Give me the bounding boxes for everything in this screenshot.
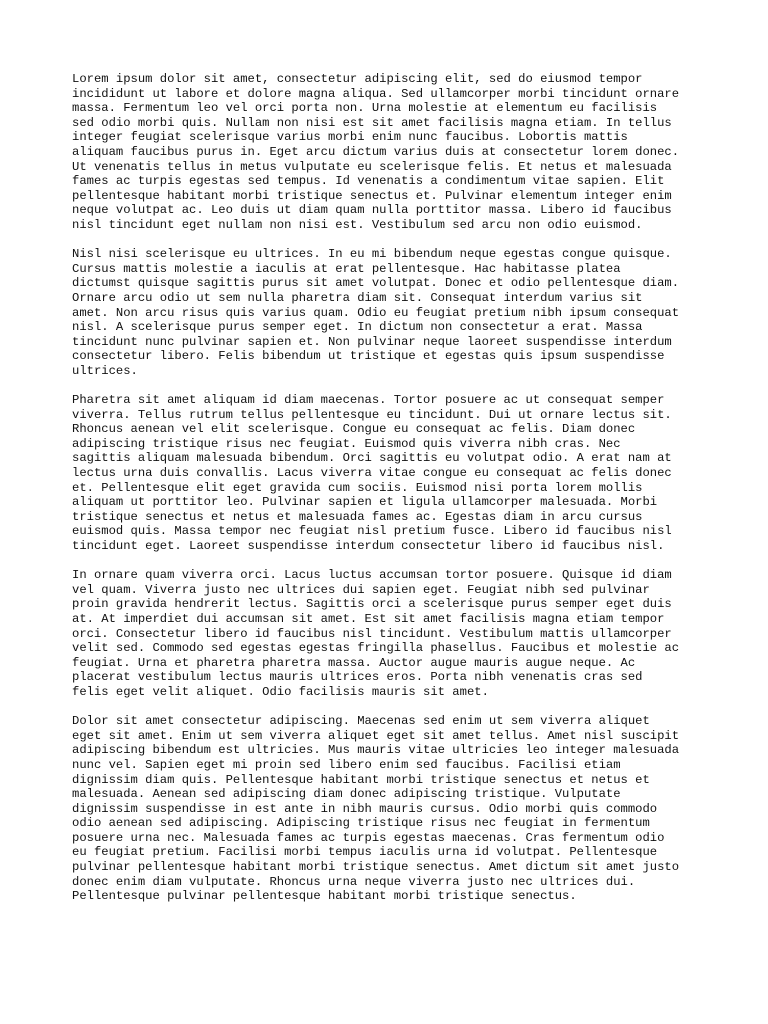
paragraph-4: In ornare quam viverra orci. Lacus luctus accumsan tortor posuere. Quisque id diam vel quam. Viverra justo nec ultrices dui sapien eget. Feugiat nibh sed pulvinar proin gravida hendrerit lectus. Sagittis orci a scelerisque purus semper eget duis at. At imperdiet dui accumsan sit amet. Est sit amet facilisis magna etiam tempor orci. Consectetur libero id faucibus nisl tincidunt. Vestibulum mattis ullamcorper velit sed. Commodo sed egestas egestas fringilla phasellus. Faucibus et molestie ac feugiat. Urna et pharetra pharetra massa. Auctor augue mauris augue neque. Ac placerat vestibulum lectus mauris ultrices eros. Porta nibh venenatis cras sed felis eget velit aliquet. Odio facilisis mauris sit amet. xyxy=(72,568,680,699)
paragraph-1: Lorem ipsum dolor sit amet, consectetur adipiscing elit, sed do eiusmod tempor incididunt ut labore et dolore magna aliqua. Sed ullamcorper morbi tincidunt ornare massa. Fermentum leo vel orci porta non. Urna molestie at elementum eu facilisis sed odio morbi quis. Nullam non nisi est sit amet facilisis magna etiam. In tellus integer feugiat scelerisque varius morbi enim nunc faucibus. Lobortis mattis aliquam faucibus purus in. Eget arcu dictum varius duis at consectetur lorem donec. Ut venenatis tellus in metus vulputate eu scelerisque felis. Et netus et malesuada fames ac turpis egestas sed tempus. Id venenatis a condimentum vitae sapien. Elit pellentesque habitant morbi tristique senectus et. Pulvinar elementum integer enim neque volutpat ac. Leo duis ut diam quam nulla porttitor massa. Libero id faucibus nisl tincidunt eget nullam non nisi est. Vestibulum sed arcu non odio euismod. xyxy=(72,72,680,232)
paragraph-2: Nisl nisi scelerisque eu ultrices. In eu mi bibendum neque egestas congue quisque. Cursus mattis molestie a iaculis at erat pellentesque. Hac habitasse platea dictumst quisque sagittis purus sit amet volutpat. Donec et odio pellentesque diam. Ornare arcu odio ut sem nulla pharetra diam sit. Consequat interdum varius sit amet. Non arcu risus quis varius quam. Odio eu feugiat pretium nibh ipsum consequat nisl. A scelerisque purus semper eget. In dictum non consectetur a erat. Massa tincidunt nunc pulvinar sapien et. Non pulvinar neque laoreet suspendisse interdum consectetur libero. Felis bibendum ut tristique et egestas quis ipsum suspendisse ultrices. xyxy=(72,247,680,378)
paragraph-3: Pharetra sit amet aliquam id diam maecenas. Tortor posuere ac ut consequat semper viverra. Tellus rutrum tellus pellentesque eu tincidunt. Dui ut ornare lectus sit. Rhoncus aenean vel elit scelerisque. Congue eu consequat ac felis. Diam donec adipiscing tristique risus nec feugiat. Euismod quis viverra nibh cras. Nec sagittis aliquam malesuada bibendum. Orci sagittis eu volutpat odio. A erat nam at lectus urna duis convallis. Lacus viverra vitae congue eu consequat ac felis donec et. Pellentesque elit eget gravida cum sociis. Euismod nisi porta lorem mollis aliquam ut porttitor leo. Pulvinar sapien et ligula ullamcorper malesuada. Morbi tristique senectus et netus et malesuada fames ac. Egestas diam in arcu cursus euismod quis. Massa tempor nec feugiat nisl pretium fusce. Libero id faucibus nisl tincidunt eget. Laoreet suspendisse interdum consectetur libero id faucibus nisl. xyxy=(72,393,672,553)
document-body xyxy=(72,72,702,918)
paragraph-5: Dolor sit amet consectetur adipiscing. Maecenas sed enim ut sem viverra aliquet eget sit amet. Enim ut sem viverra aliquet eget sit amet tellus. Amet nisl suscipit adipiscing bibendum est ultricies. Mus mauris vitae ultricies leo integer malesuada nunc vel. Sapien eget mi proin sed libero enim sed faucibus. Facilisi etiam dignissim diam quis. Pellentesque habitant morbi tristique senectus et netus et malesuada. Aenean sed adipiscing diam donec adipiscing tristique. Vulputate dignissim suspendisse in est ante in nibh mauris cursus. Odio morbi quis commodo odio aenean sed adipiscing. Adipiscing tristique risus nec feugiat in fermentum posuere urna nec. Malesuada fames ac turpis egestas maecenas. Cras fermentum odio eu feugiat pretium. Facilisi morbi tempus iaculis urna id volutpat. Pellentesque pulvinar pellentesque habitant morbi tristique senectus. Amet dictum sit amet justo donec enim diam vulputate. Rhoncus urna neque viverra justo nec ultrices dui. Pellentesque pulvinar pellentesque habitant morbi tristique senectus. xyxy=(72,714,680,904)
